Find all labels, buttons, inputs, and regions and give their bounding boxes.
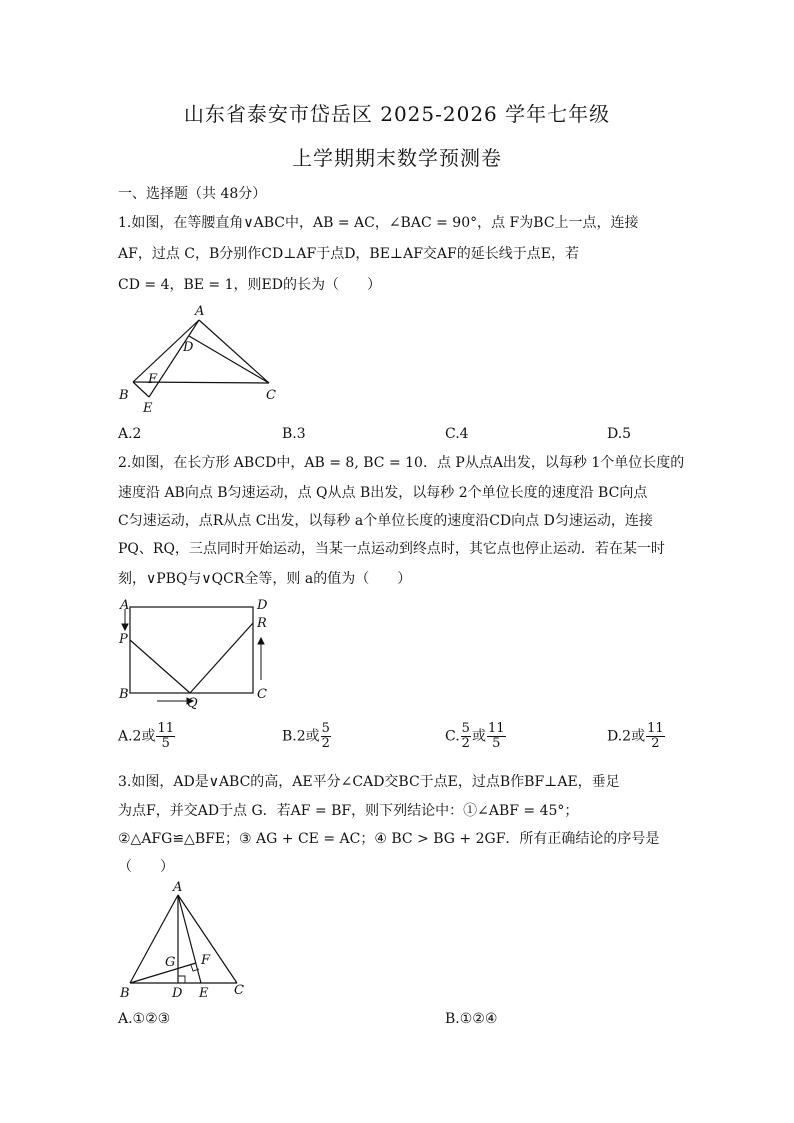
- q2-option-d-fraction: [646, 722, 665, 751]
- q2-option-d: [607, 722, 666, 751]
- q2-label-C: C: [257, 687, 267, 702]
- q2-option-c-numerator-1: 5: [461, 721, 470, 736]
- q2-option-b-prefix: B.2或: [282, 728, 320, 745]
- q2-option-c-denominator-2: 5: [492, 736, 501, 751]
- q1-option-a: A.2: [118, 426, 142, 442]
- q2-option-c-fraction-2: [487, 722, 506, 751]
- q2-option-c-denominator-1: 2: [461, 736, 470, 751]
- q2-option-a-numerator: 11: [157, 721, 175, 736]
- q1-line-2: AF，过点 C，B分别作CD⊥AF于点D，BE⊥AF交AF的延长线于点E，若: [118, 246, 579, 262]
- q3-figure: [115, 878, 255, 1003]
- q3-label-D: D: [172, 986, 183, 1001]
- exam-title-line2: 上学期期末数学预测卷: [292, 146, 502, 170]
- q1-label-F: F: [148, 372, 158, 387]
- q2-option-c: [445, 722, 507, 751]
- q1-option-c: C.4: [445, 426, 469, 442]
- q3-line-3: ②△AFG≌△BFE；③ AG + CE = AC；④ BC > BG + 2GF．所有正确结论的序号是: [118, 831, 660, 847]
- q2-option-c-prefix: C.: [445, 728, 460, 745]
- q3-line-4: （ ）: [118, 859, 174, 875]
- q3-label-A: A: [173, 880, 183, 895]
- q2-option-a-denominator: 5: [161, 736, 170, 751]
- q2-figure: [115, 595, 275, 710]
- q2-option-b: [282, 722, 332, 751]
- q1-option-d: D.5: [607, 426, 632, 442]
- q2-label-Q: Q: [187, 696, 198, 711]
- q3-label-B: B: [120, 986, 130, 1001]
- q1-line-3: CD = 4，BE = 1，则ED的长为（ ）: [118, 277, 381, 293]
- q3-label-E: E: [199, 986, 209, 1001]
- q3-line-2: 为点F，并交AD于点 G．若AF = BF，则下列结论中：①∠ABF = 45°；: [118, 803, 579, 819]
- q1-label-A: A: [195, 304, 205, 319]
- q2-option-d-denominator: 2: [651, 736, 660, 751]
- exam-title-line1: 山东省泰安市岱岳区 2025-2026 学年七年级: [183, 102, 611, 126]
- q2-label-B: B: [119, 687, 129, 702]
- q1-label-E: E: [143, 401, 153, 416]
- q1-figure: [115, 300, 285, 420]
- q2-label-D: D: [257, 598, 268, 613]
- q2-label-R: R: [257, 616, 267, 631]
- q1-label-C: C: [266, 388, 276, 403]
- q2-option-d-numerator: 11: [647, 721, 664, 736]
- q2-line-2: 速度沿 AB向点 B匀速运动，点 Q从点 B出发，以每秒 2个单位长度的速度沿 BC向点: [118, 485, 648, 501]
- q2-line-1: 2.如图，在长方形 ABCD中，AB = 8, BC = 10．点 P从点A出发，以每秒 1个单位长度的: [118, 455, 685, 471]
- q1-option-b: B.3: [282, 426, 306, 442]
- q2-label-A: A: [120, 598, 130, 613]
- q2-line-4: PQ、RQ，三点同时开始运动，当某一点运动到终点时，其它点也停止运动．若在某一时: [118, 541, 665, 557]
- q2-line-3: C匀速运动，点R从点 C出发，以每秒 a个单位长度的速度沿CD向点 D匀速运动，连接: [118, 513, 653, 529]
- q1-label-B: B: [119, 388, 129, 403]
- q2-option-b-denominator: 2: [321, 736, 330, 751]
- q1-line-1: 1.如图，在等腰直角∨ABC中，AB = AC，∠BAC = 90°，点 F为BC上一点，连接: [118, 215, 639, 231]
- q2-option-d-prefix: D.2或: [607, 728, 646, 745]
- q2-line-5: 刻，∨PBQ与∨QCR全等，则 a的值为（ ）: [118, 571, 412, 587]
- q3-option-a: A.①②③: [118, 1011, 171, 1027]
- q3-line-1: 3.如图，AD是∨ABC的高，AE平分∠CAD交BC于点E，过点B作BF⊥AE，垂足: [118, 774, 620, 790]
- q3-label-G: G: [165, 955, 176, 970]
- q1-label-D: D: [183, 340, 194, 355]
- q2-option-b-fraction: [321, 722, 331, 751]
- q2-option-c-numerator-2: 11: [487, 721, 505, 736]
- q3-label-F: F: [201, 953, 211, 968]
- q3-option-b: B.①②④: [445, 1011, 498, 1027]
- q2-option-b-numerator: 5: [321, 721, 330, 736]
- q2-label-P: P: [119, 632, 128, 647]
- q2-option-c-or: 或: [471, 728, 486, 745]
- q2-option-c-fraction-1: [461, 722, 471, 751]
- q3-label-C: C: [234, 983, 244, 998]
- q2-option-a-fraction: [156, 722, 175, 751]
- section-heading: 一、选择题（共 48分）: [118, 186, 267, 202]
- q2-option-a-prefix: A.2或: [118, 728, 156, 745]
- q2-option-a: [118, 722, 176, 751]
